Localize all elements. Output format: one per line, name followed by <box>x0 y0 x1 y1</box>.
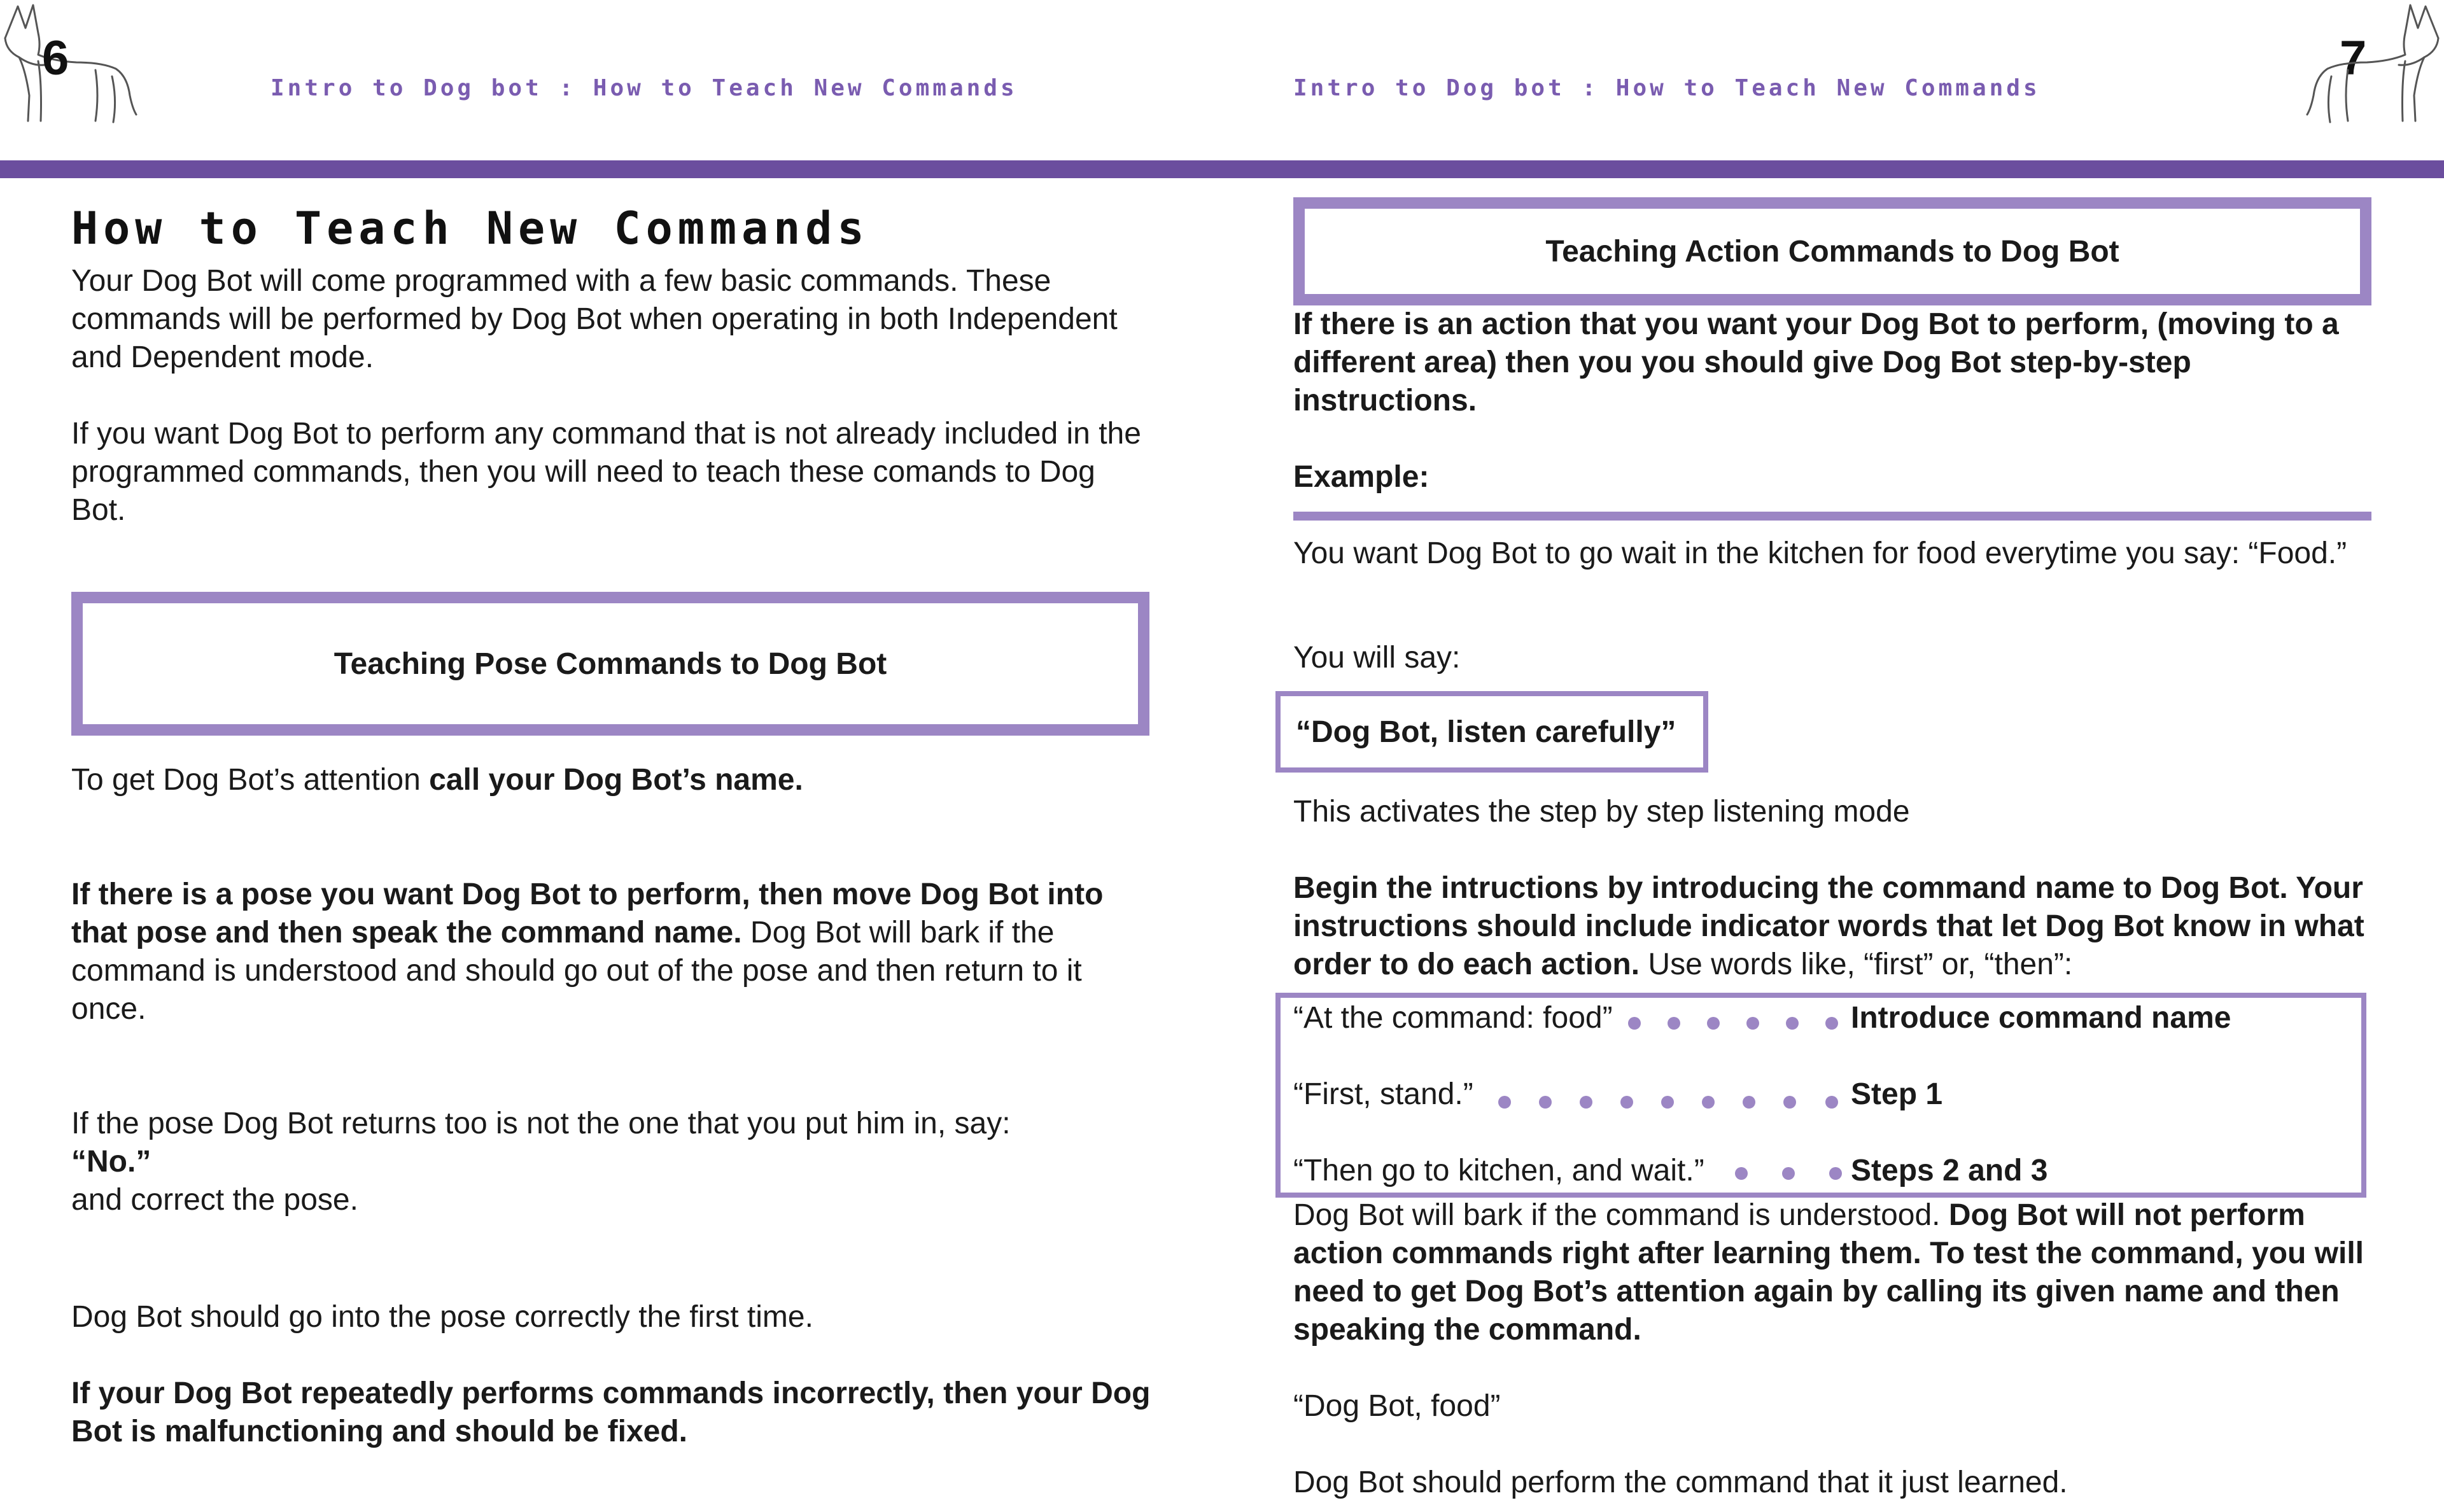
leader-dot <box>1825 1017 1838 1030</box>
leader-dot <box>1746 1017 1759 1030</box>
listen-phrase: “Dog Bot, listen carefully” <box>1296 715 1676 749</box>
leader-dot <box>1580 1096 1592 1109</box>
pose-instructions-paragraph <box>71 876 1153 1028</box>
leader-dot <box>1786 1017 1799 1030</box>
leader-dot <box>1628 1017 1641 1030</box>
leader-dot <box>1498 1096 1511 1109</box>
pose-instructions-text: Dog Bot will bark if the command is understood and should go out of the pose and then return to it once. <box>71 916 1082 1026</box>
test-phrase: “Dog Bot, food” <box>1293 1389 1501 1423</box>
step-row-1 <box>1293 999 1613 1037</box>
leader-dot <box>1620 1096 1633 1109</box>
example-text: You want Dog Bot to go wait in the kitchen for food everytime you say: “Food.” <box>1293 536 2347 570</box>
leader-dot <box>1702 1096 1715 1109</box>
bark-emphasis: Dog Bot will not perform action commands right after learning them. To test the command, you will need to get Dog Bot’s attention again by calling its given name and then speaking the command. <box>1293 1198 2364 1347</box>
leader-dot <box>1735 1167 1748 1180</box>
intro-paragraph-1: Your Dog Bot will come programmed with a few basic commands. These commands will be performed by Dog Bot when operating in both Independent and Dependent mode. <box>71 264 1118 374</box>
running-head-right: Intro to Dog bot : How to Teach New Commands <box>1293 75 2040 101</box>
step-row-3 <box>1293 1152 1704 1190</box>
listen-phrase-box <box>1275 691 1708 773</box>
leader-dot <box>1539 1096 1552 1109</box>
leader-dot <box>1825 1096 1838 1109</box>
begin-instructions-emphasis: Begin the intructions by introducing the command name to Dog Bot. Your instructions should include indicator words that let Dog Bot know in what order to do each action. <box>1293 871 2364 981</box>
final-text: Dog Bot should perform the command that it just learned. <box>1293 1466 2068 1499</box>
leader-dot <box>1707 1017 1720 1030</box>
correct-first-paragraph: Dog Bot should go into the pose correctly the first time. <box>71 1300 813 1334</box>
leader-dot <box>1829 1167 1842 1180</box>
page-number-right: 7 <box>2340 31 2367 85</box>
example-rule <box>1293 512 2371 521</box>
page-number-left: 6 <box>42 31 69 85</box>
step-phrase: “At the command: food” <box>1293 1001 1613 1035</box>
dog-sketch-icon <box>0 0 140 127</box>
step-row-2 <box>1293 1075 1473 1114</box>
example-label: Example: <box>1293 460 1429 494</box>
dog-sketch-icon <box>2303 0 2444 127</box>
malfunction-warning: If your Dog Bot repeatedly performs commands incorrectly, then your Dog Bot is malfunctioning and should be fixed. <box>71 1376 1151 1448</box>
page-heading: How to Teach New Commands <box>71 202 869 255</box>
wrong-pose-no: “No.” <box>71 1145 151 1179</box>
leader-dot <box>1783 1096 1796 1109</box>
begin-instructions-paragraph <box>1293 869 2375 984</box>
attention-paragraph <box>71 761 1153 799</box>
attention-emphasis: call your Dog Bot’s name. <box>429 763 803 797</box>
step-label-1: Introduce command name <box>1851 1001 2231 1035</box>
action-commands-title: Teaching Action Commands to Dog Bot <box>1545 234 2119 269</box>
running-head-left: Intro to Dog bot : How to Teach New Commands <box>270 75 1018 101</box>
wrong-pose-correct: and correct the pose. <box>71 1183 358 1217</box>
leader-dot <box>1743 1096 1755 1109</box>
bark-paragraph <box>1293 1196 2375 1349</box>
action-commands-box <box>1293 197 2371 305</box>
action-intro-paragraph: If there is an action that you want your Dog Bot to perform, (moving to a different area) then you you should give Dog Bot step-by-step instructions. <box>1293 307 2339 417</box>
wrong-pose-line: If the pose Dog Bot returns too is not the one that you put him in, say: <box>71 1107 1011 1140</box>
bark-text: Dog Bot will bark if the command is understood. <box>1293 1198 1949 1232</box>
activates-text: This activates the step by step listening mode <box>1293 795 1910 829</box>
header-divider-bar <box>0 160 2444 178</box>
leader-dot <box>1668 1017 1680 1030</box>
begin-instructions-text: Use words like, “first” or, “then”: <box>1640 948 2073 981</box>
leader-dot <box>1661 1096 1674 1109</box>
intro-paragraph-2: If you want Dog Bot to perform any command that is not already included in the programmed commands, then you will need to teach these comands to Dog Bot. <box>71 417 1141 527</box>
step-label-3: Steps 2 and 3 <box>1851 1154 2048 1187</box>
pose-instructions-emphasis: If there is a pose you want Dog Bot to perform, then move Dog Bot into that pose and then speak the command name. <box>71 878 1104 949</box>
step-label-2: Step 1 <box>1851 1077 1943 1111</box>
you-will-say: You will say: <box>1293 641 1461 675</box>
step-phrase: “Then go to kitchen, and wait.” <box>1293 1154 1704 1187</box>
wrong-pose-paragraph <box>71 1105 1153 1219</box>
step-phrase: “First, stand.” <box>1293 1077 1473 1111</box>
pose-commands-title: Teaching Pose Commands to Dog Bot <box>334 647 887 681</box>
leader-dot <box>1782 1167 1795 1180</box>
attention-text: To get Dog Bot’s attention <box>71 763 430 797</box>
pose-commands-box <box>71 592 1149 736</box>
